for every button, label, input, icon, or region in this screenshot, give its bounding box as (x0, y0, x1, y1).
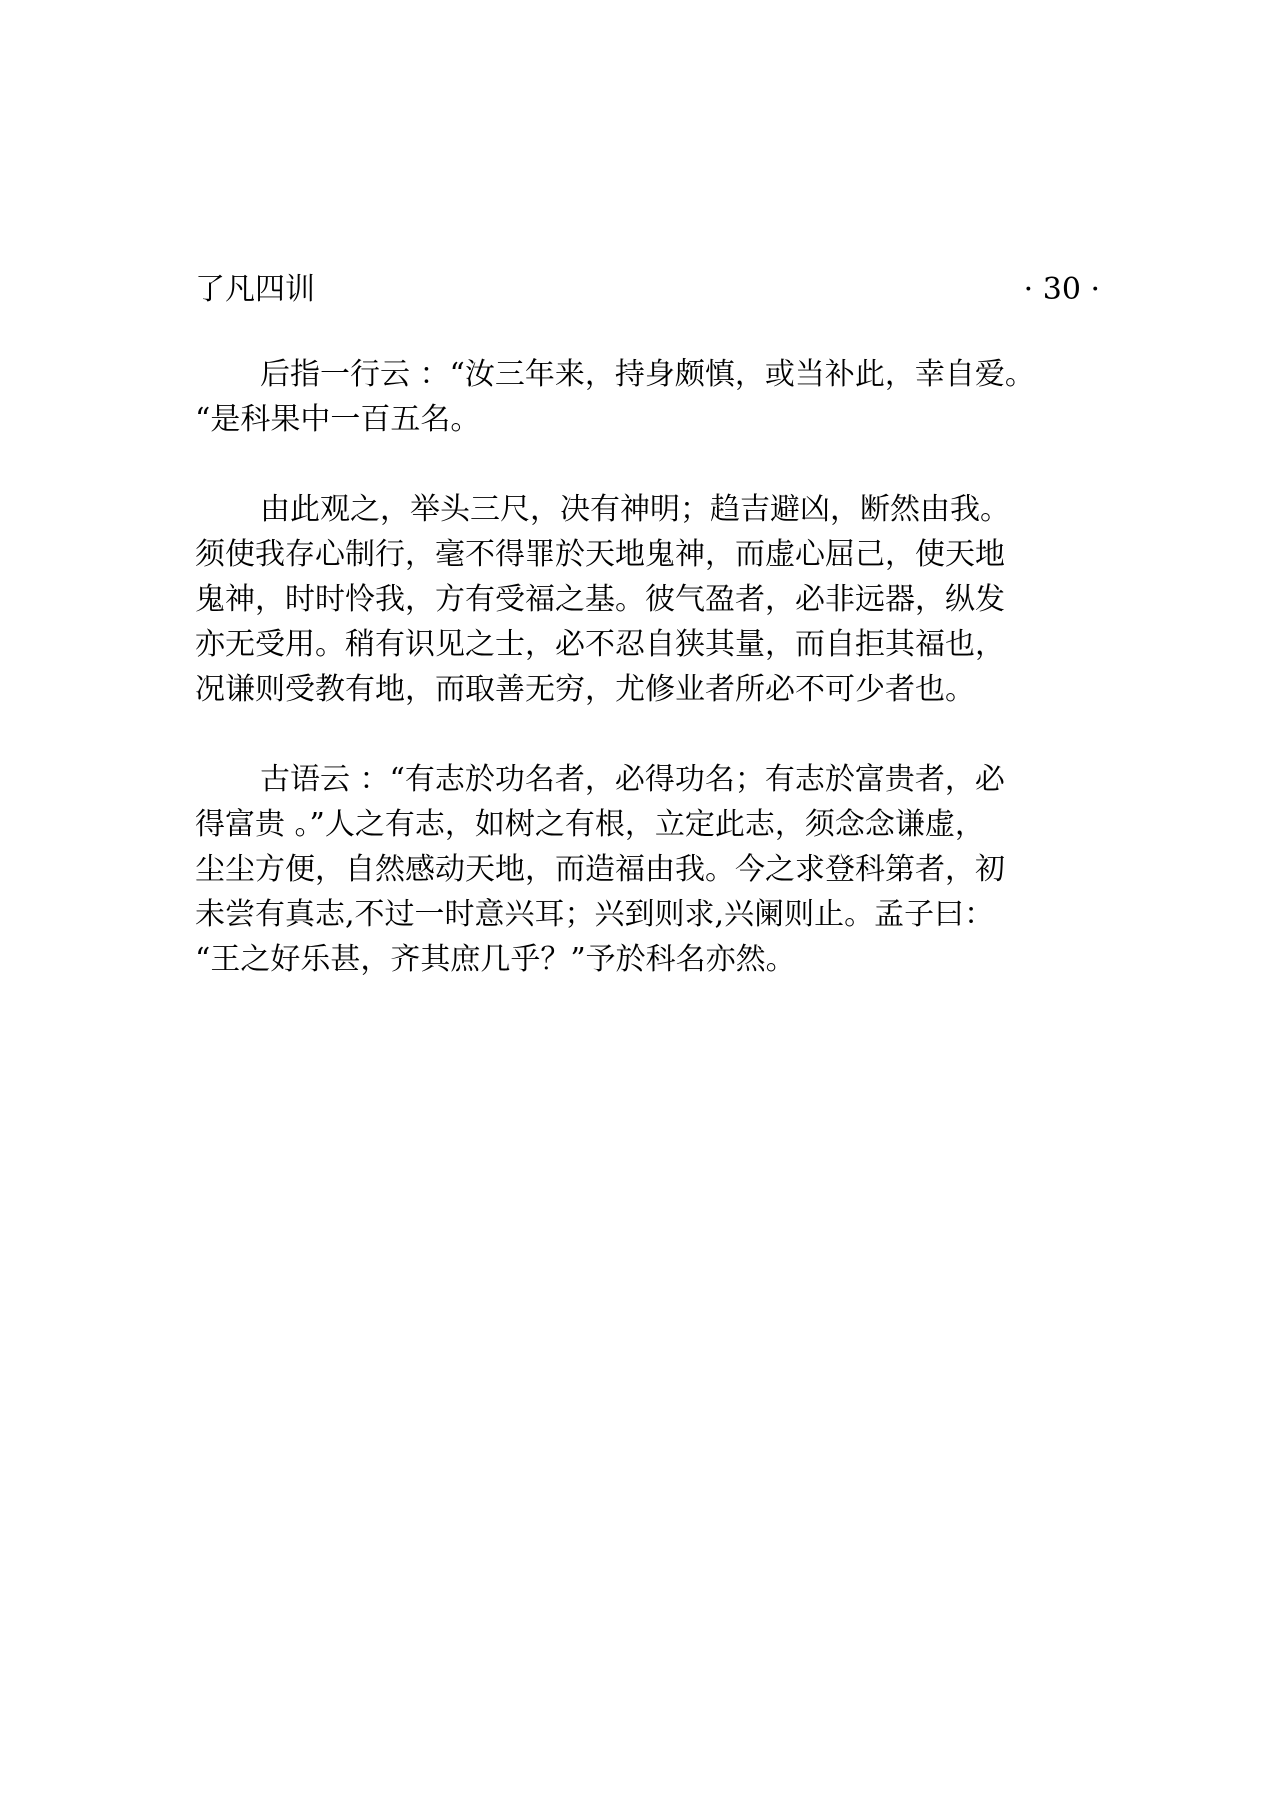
text-line: 亦无受用。稍有识见之士，必不忍自狭其量，而自拒其福也， (195, 627, 1005, 662)
text-line: 须使我存心制行，毫不得罪於天地鬼神，而虚心屈己，使天地 (195, 537, 1005, 572)
text-line: 鬼神，时时怜我，方有受福之基。彼气盈者，必非远器，纵发 (195, 582, 1005, 617)
body-text (195, 352, 1105, 1027)
page-number: · 30 · (1023, 272, 1100, 307)
paragraph-2 (195, 487, 1105, 712)
paragraph-1 (195, 352, 1105, 442)
text-line: 古语云 ：“有志於功名者，必得功名；有志於富贵者，必 (260, 762, 1005, 797)
paragraph-3 (195, 757, 1105, 982)
text-line: 后指一行云 ：“汝三年来，持身颇慎，或当补此，幸自爱。 (260, 357, 1035, 392)
page-header (195, 268, 1100, 312)
text-line: “王之好乐甚，齐其庶几乎？”予於科名亦然。 (195, 942, 796, 977)
text-line: “是科果中一百五名。 (195, 402, 481, 437)
text-line: 尘尘方便，自然感动天地，而造福由我。今之求登科第者，初 (195, 852, 1005, 887)
text-line: 未尝有真志,不过一时意兴耳；兴到则求,兴阑则止。孟子曰： (195, 897, 995, 932)
text-line: 况谦则受教有地，而取善无穷，尤修业者所必不可少者也。 (195, 672, 975, 707)
text-line: 得富贵 。”人之有志，如树之有根，立定此志，须念念谦虚， (195, 807, 985, 842)
text-line: 由此观之，举头三尺，决有神明；趋吉避凶，断然由我。 (260, 492, 1010, 527)
book-title: 了凡四训 (195, 272, 315, 307)
